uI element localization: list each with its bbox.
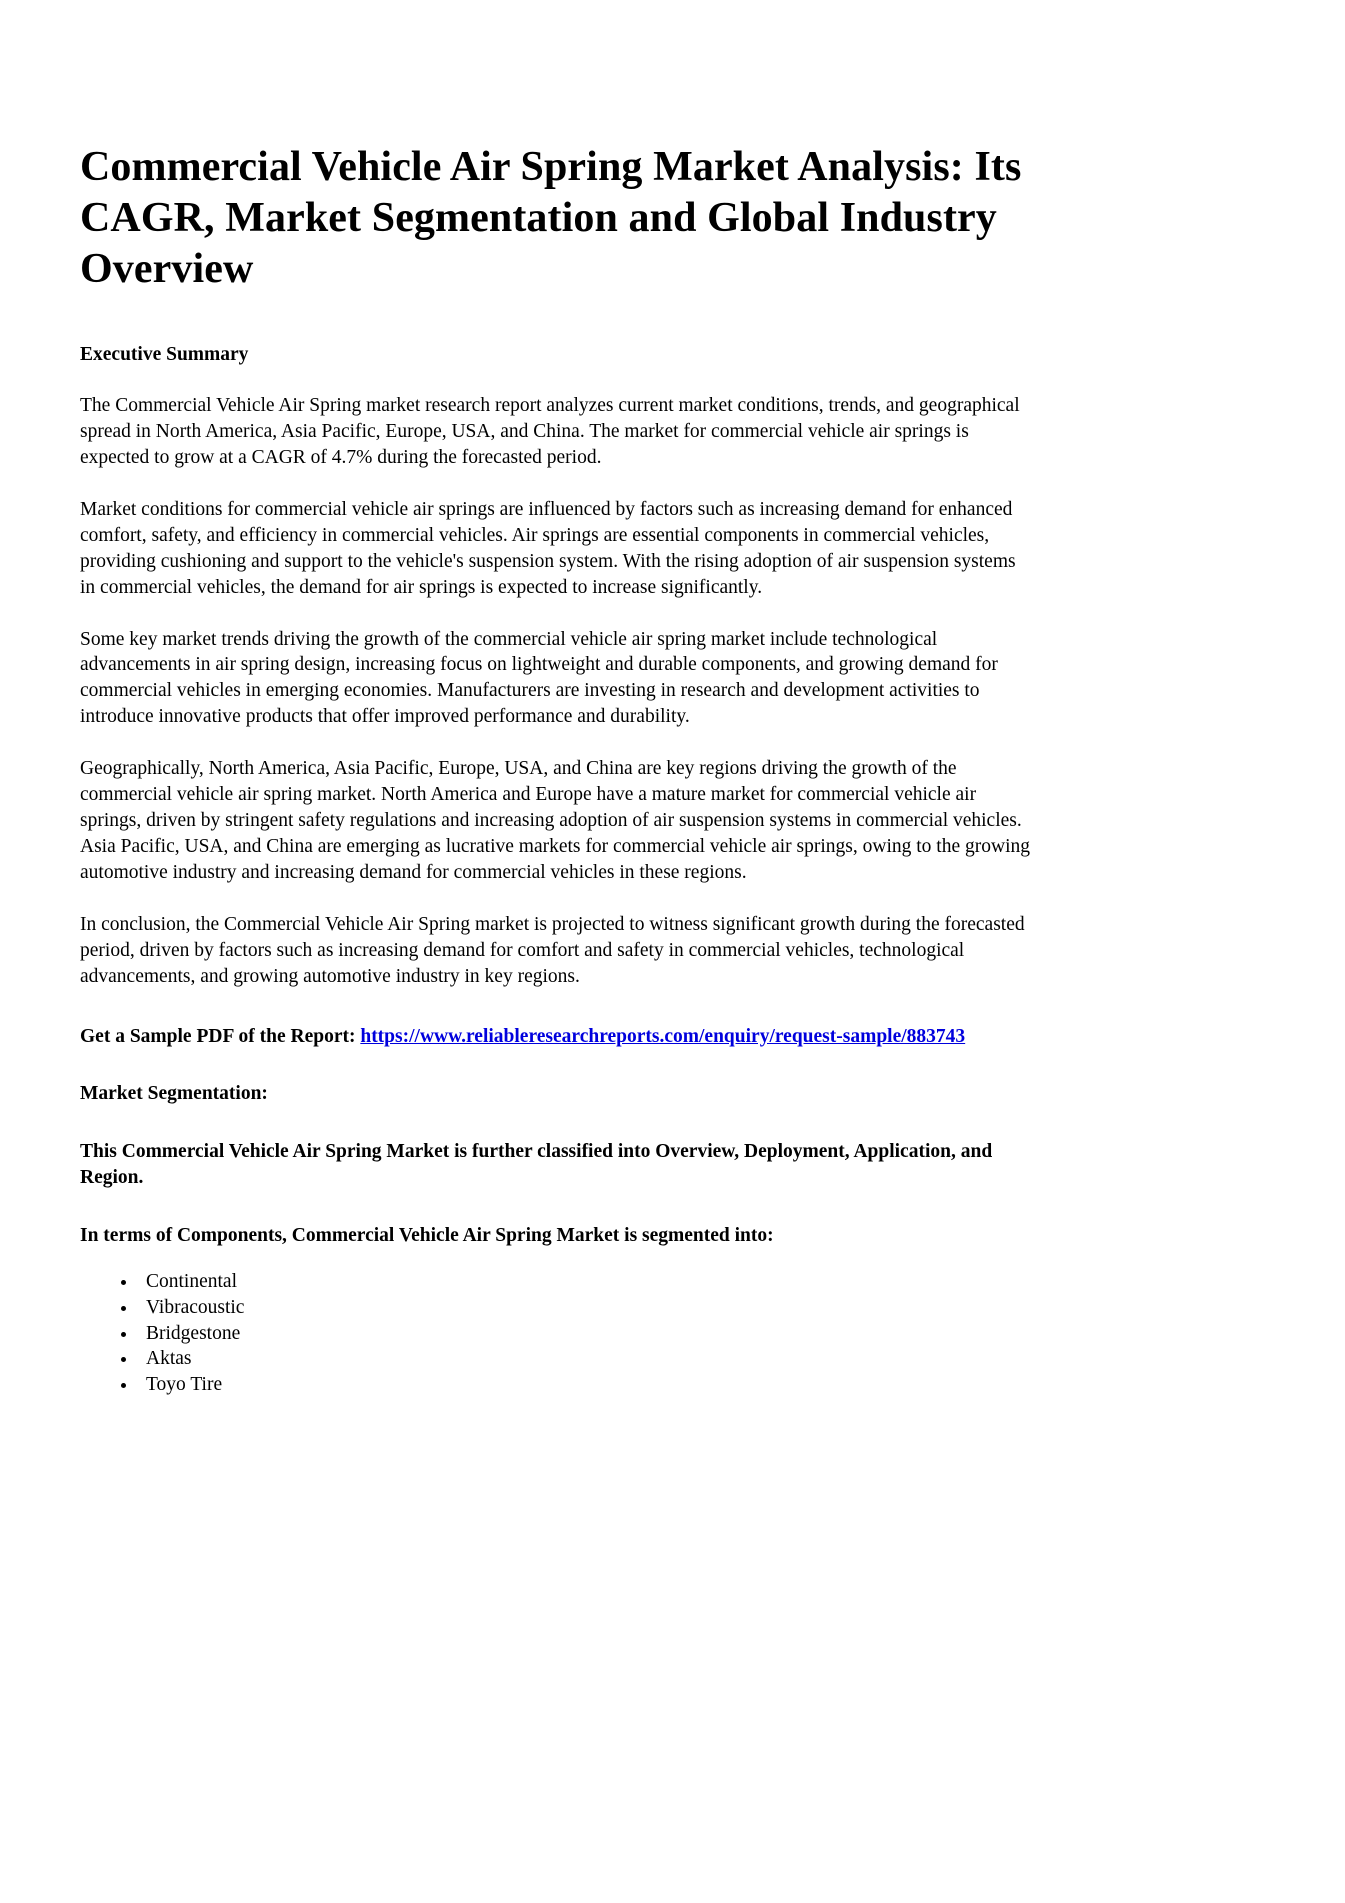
components-list [80,1249,1030,1398]
segmentation-intro: This Commercial Vehicle Air Spring Market is further classified into Overview, Deployment, Application, and Region. [80,1141,993,1189]
sample-pdf-label: Get a Sample PDF of the Report: [80,1025,356,1047]
summary-paragraph-1: The Commercial Vehicle Air Spring market research report analyzes current market conditions, trends, and geographical spread in North America, Asia Pacific, Europe, USA, and China. The market for commercial vehicle air springs is expected to grow at a CAGR of 4.7% during the forecasted period. [80,395,1020,468]
list-item: • Vibracoustic [138,1295,1030,1321]
summary-paragraph-5: In conclusion, the Commercial Vehicle Air Spring market is projected to witness significant growth during the forecasted period, driven by factors such as increasing demand for comfort and safety in commercial vehicles, technological advancements, and growing automotive industry in key regions. [80,913,1025,987]
sample-pdf-link[interactable]: https://www.reliableresearchreports.com/enquiry/request-sample/883743 [360,1025,966,1047]
list-item: • Aktas [138,1346,1030,1372]
page-title: Commercial Vehicle Air Spring Market Analysis: Its CAGR, Market Segmentation and Global Industry Overview [80,144,1022,293]
executive-summary-heading: Executive Summary [80,343,249,365]
summary-paragraph-2: Market conditions for commercial vehicle air springs are influenced by factors such as increasing demand for enhanced comfort, safety, and efficiency in commercial vehicles. Air springs are essential components in commercial vehicles, providing cushioning and support to the vehicle's suspension system. With the rising adoption of air suspension systems in commercial vehicles, the demand for air springs is expected to increase significantly. [80,498,1016,598]
list-item: • Toyo Tire [138,1372,1030,1398]
components-heading: In terms of Components, Commercial Vehicle Air Spring Market is segmented into: [80,1225,774,1247]
sample-pdf-line [80,990,1030,1050]
document-content [80,0,1030,1398]
list-item: • Continental [138,1269,1030,1295]
market-segmentation-heading: Market Segmentation: [80,1083,268,1105]
list-item: • Bridgestone [138,1321,1030,1347]
summary-paragraph-3: Some key market trends driving the growth of the commercial vehicle air spring market include technological advancements in air spring design, increasing focus on lightweight and durable components, and growing demand for commercial vehicles in emerging economies. Manufacturers are investing in research and development activities to introduce innovative products that offer improved performance and durability. [80,628,998,728]
summary-paragraph-4: Geographically, North America, Asia Pacific, Europe, USA, and China are key regions driving the growth of the commercial vehicle air spring market. North America and Europe have a mature market for commercial vehicle air springs, driven by stringent safety regulations and increasing adoption of air suspension systems in commercial vehicles. Asia Pacific, USA, and China are emerging as lucrative markets for commercial vehicle air springs, owing to the growing automotive industry and increasing demand for commercial vehicles in these regions. [80,758,1030,883]
